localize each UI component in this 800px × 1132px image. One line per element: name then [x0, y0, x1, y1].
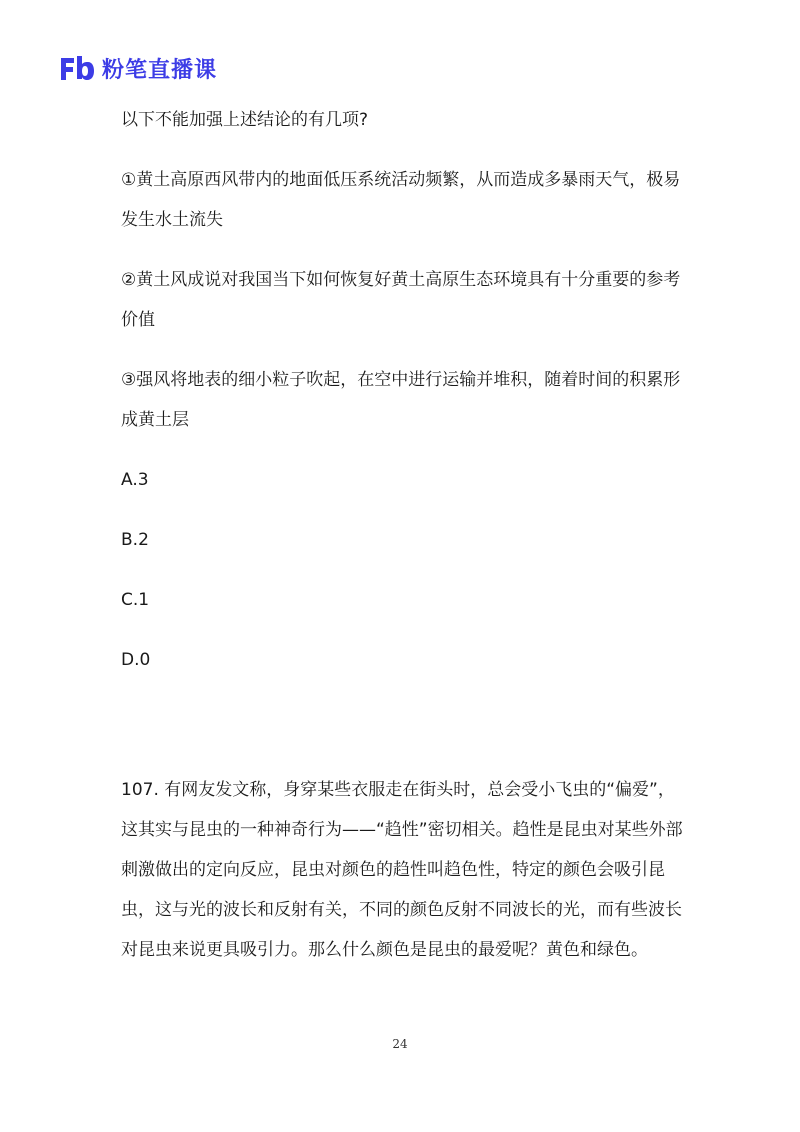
option-b: B.2 — [121, 530, 149, 550]
option-d: D.0 — [121, 650, 151, 670]
question-stem: 以下不能加强上述结论的有几项? — [121, 110, 369, 130]
fb-logo-icon — [58, 54, 96, 82]
brand-name: 粉笔直播课 — [102, 57, 218, 83]
document-body — [121, 100, 691, 970]
statement-3: ③强风将地表的细小粒子吹起，在空中进行运输并堆积，随着时间的积累形成黄土层 — [121, 370, 681, 430]
page-number: 24 — [392, 1037, 408, 1051]
statement-2: ②黄土风成说对我国当下如何恢复好黄土高原生态环境具有十分重要的参考价值 — [121, 270, 681, 330]
option-c: C.1 — [121, 590, 150, 610]
page-header — [58, 52, 217, 84]
option-a: A.3 — [121, 470, 149, 490]
question-107-text: 107. 有网友发文称，身穿某些衣服走在街头时，总会受小飞虫的“偏爱”，这其实与昆虫的一种神奇行为——“趋性”密切相关。趋性是昆虫对某些外部刺激做出的定向反应，昆虫对颜色的趋性叫趋色性，特定的颜色会吸引昆虫，这与光的波长和反射有关，不同的颜色反射不同波长的光，而有些波长对昆虫来说更具吸引力。那么什么颜色是昆虫的最爱呢？黄色和绿色。 — [121, 780, 683, 960]
statement-1: ①黄土高原西风带内的地面低压系统活动频繁，从而造成多暴雨天气，极易发生水土流失 — [121, 170, 681, 230]
section-spacer — [121, 700, 691, 770]
